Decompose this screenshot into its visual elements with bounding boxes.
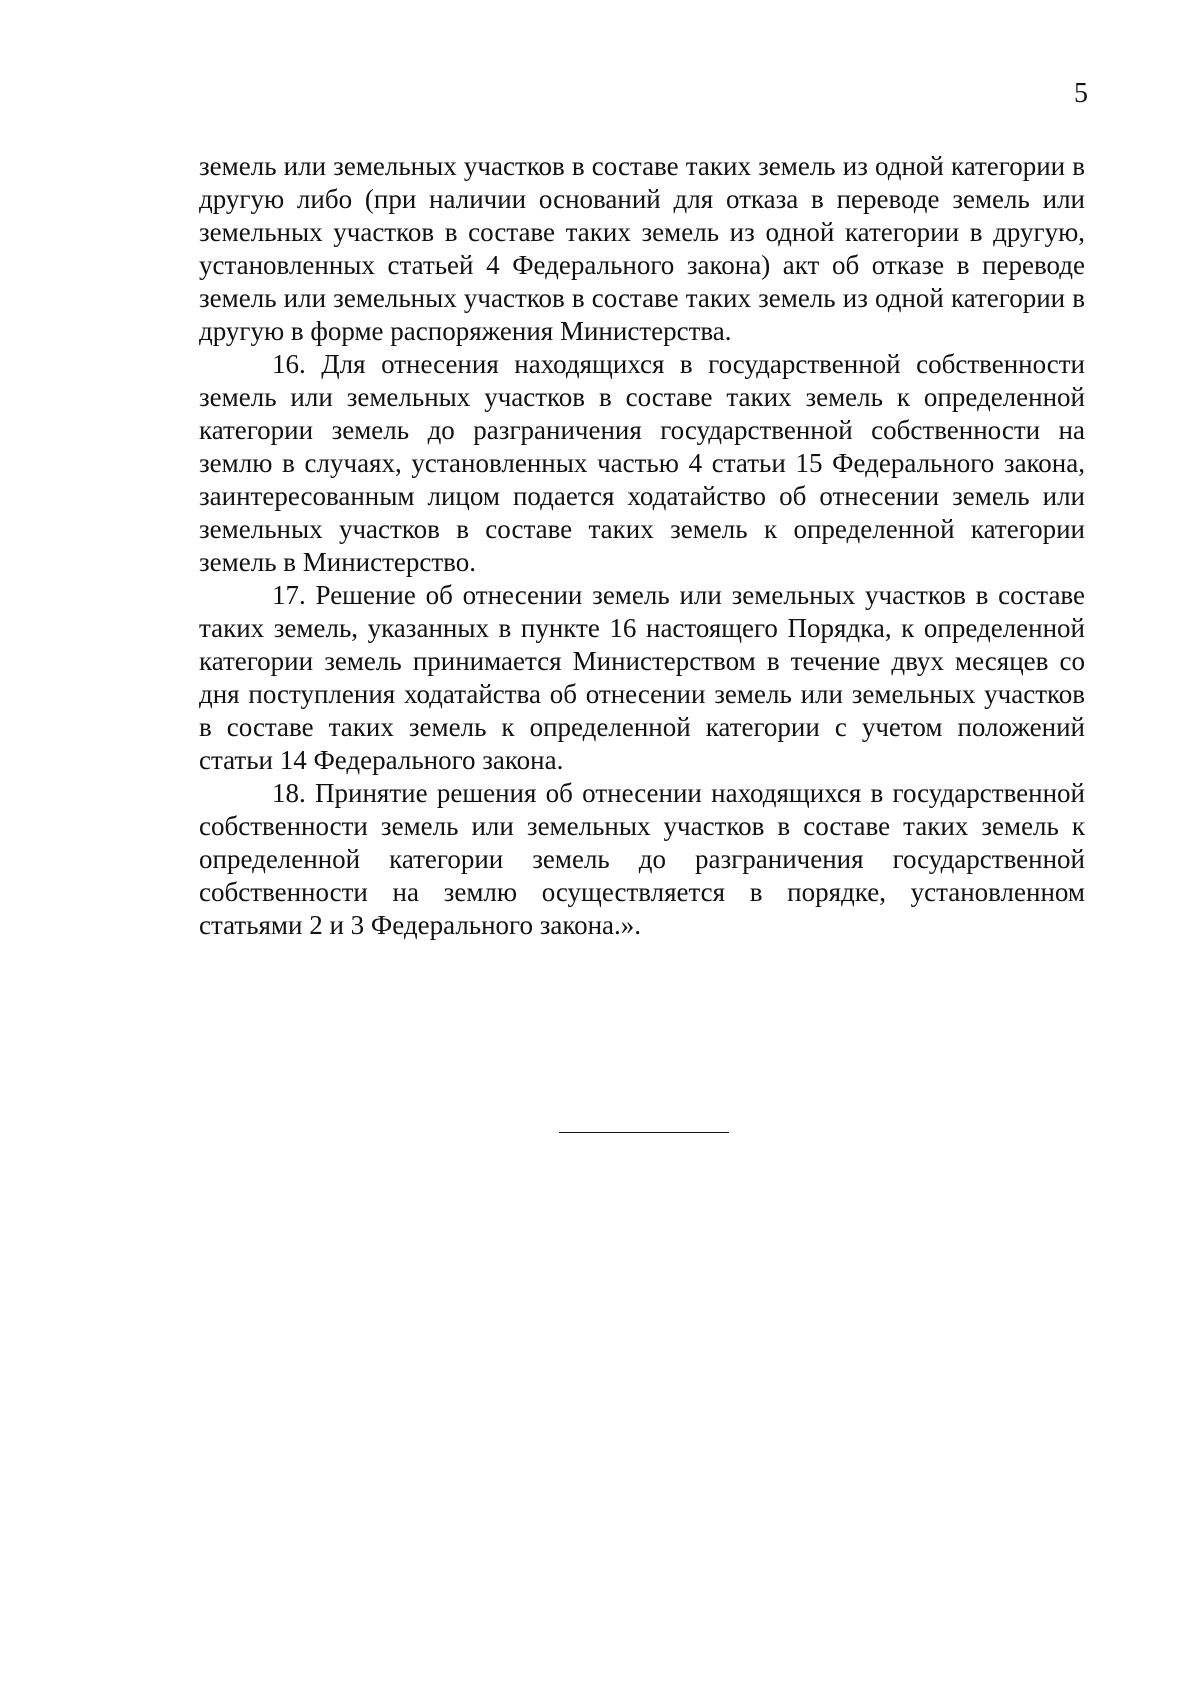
page-number: 5 (1074, 78, 1088, 109)
paragraph-16: 16. Для отнесения находящихся в государственной собственности земель или земельных участков в составе таких земель к определенной категории земель до разграничения государственной собственности на землю в случаях, установленных частью 4 статьи 15 Федерального закона, заинтересованным лицом подается ходатайство об отнесении земель или земельных участков в составе таких земель к определенной категории земель в Министерство. (199, 349, 1085, 577)
paragraph-17: 17. Решение об отнесении земель или земельных участков в составе таких земель, указанных в пункте 16 настоящего Порядка, к определенной категории земель принимается Министерством в течение двух месяцев со дня поступления ходатайства об отнесении земель или земельных участков в составе таких земель к определенной категории с учетом положений статьи 14 Федерального закона. (199, 580, 1085, 775)
paragraph-18: 18. Принятие решения об отнесении находящихся в государственной собственности земель или земельных участков в составе таких земель к определенной категории земель до разграничения государственной собственности на землю осуществляется в порядке, установленном статьями 2 и 3 Федерального закона.». (199, 778, 1085, 940)
end-of-document-rule (559, 1132, 729, 1133)
document-body (199, 150, 1085, 942)
paragraph-continuation: земель или земельных участков в составе таких земель из одной категории в другую либо (при наличии оснований для отказа в переводе земель или земельных участков в составе таких земель из одной категории в другую, установленных статьей 4 Федерального закона) акт об отказе в переводе земель или земельных участков в составе таких земель из одной категории в другую в форме распоряжения Министерства. (199, 151, 1085, 346)
